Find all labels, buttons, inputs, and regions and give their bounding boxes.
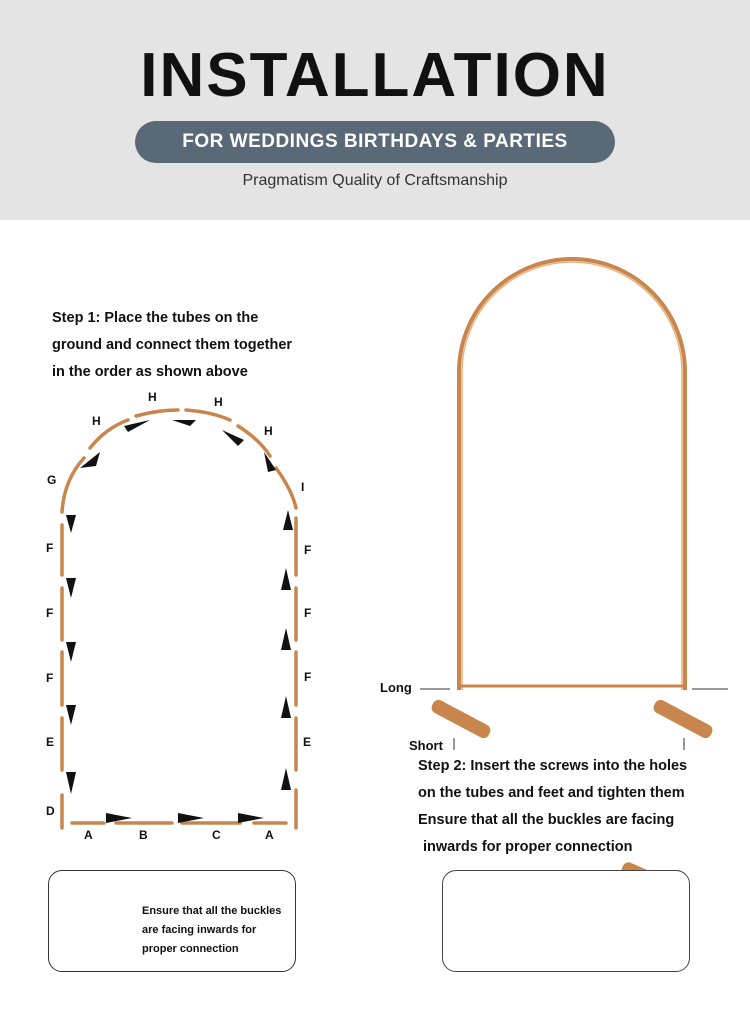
- part-label-e: E: [46, 735, 55, 749]
- detail-note-line: are facing inwards for: [142, 924, 257, 936]
- part-label-f: F: [46, 671, 54, 685]
- part-label-e: E: [303, 735, 312, 749]
- short-dimension-label: Short: [409, 738, 443, 753]
- part-label-b: B: [139, 828, 148, 842]
- part-label-a: A: [84, 828, 93, 842]
- part-label-i: I: [301, 480, 305, 494]
- part-label-a: A: [265, 828, 274, 842]
- step2-line: inwards for proper connection: [423, 839, 633, 855]
- part-label-f: F: [304, 670, 312, 684]
- step2-line: on the tubes and feet and tighten them: [418, 785, 685, 801]
- part-label-g: G: [47, 473, 57, 487]
- detail-note-line: Ensure that all the buckles: [142, 905, 282, 917]
- step1-line: ground and connect them together: [52, 337, 293, 353]
- part-label-d: D: [46, 804, 55, 818]
- part-label-h: H: [148, 390, 157, 404]
- step2-line: Step 2: Insert the screws into the holes: [418, 758, 688, 774]
- part-label-h: H: [214, 395, 223, 409]
- detail-note-line: proper connection: [142, 943, 239, 955]
- part-label-f: F: [304, 543, 312, 557]
- step2-instructions: [418, 753, 687, 861]
- feet-detail-box: [442, 870, 690, 972]
- part-label-h: H: [92, 414, 101, 428]
- long-dimension-label: Long: [380, 680, 412, 695]
- page-title: INSTALLATION: [140, 41, 610, 110]
- step1-line: in the order as shown above: [52, 364, 248, 380]
- part-label-f: F: [304, 606, 312, 620]
- step2-line: Ensure that all the buckles are facing: [418, 812, 675, 828]
- part-label-f: F: [46, 541, 54, 555]
- part-label-f: F: [46, 606, 54, 620]
- page-subtitle: Pragmatism Quality of Craftsmanship: [242, 172, 508, 189]
- part-label-c: C: [212, 828, 221, 842]
- step1-line: Step 1: Place the tubes on the: [52, 310, 259, 326]
- part-label-h: H: [264, 424, 273, 438]
- buckle-detail-note: [142, 902, 281, 959]
- tagline-pill: FOR WEDDINGS BIRTHDAYS & PARTIES: [135, 121, 615, 163]
